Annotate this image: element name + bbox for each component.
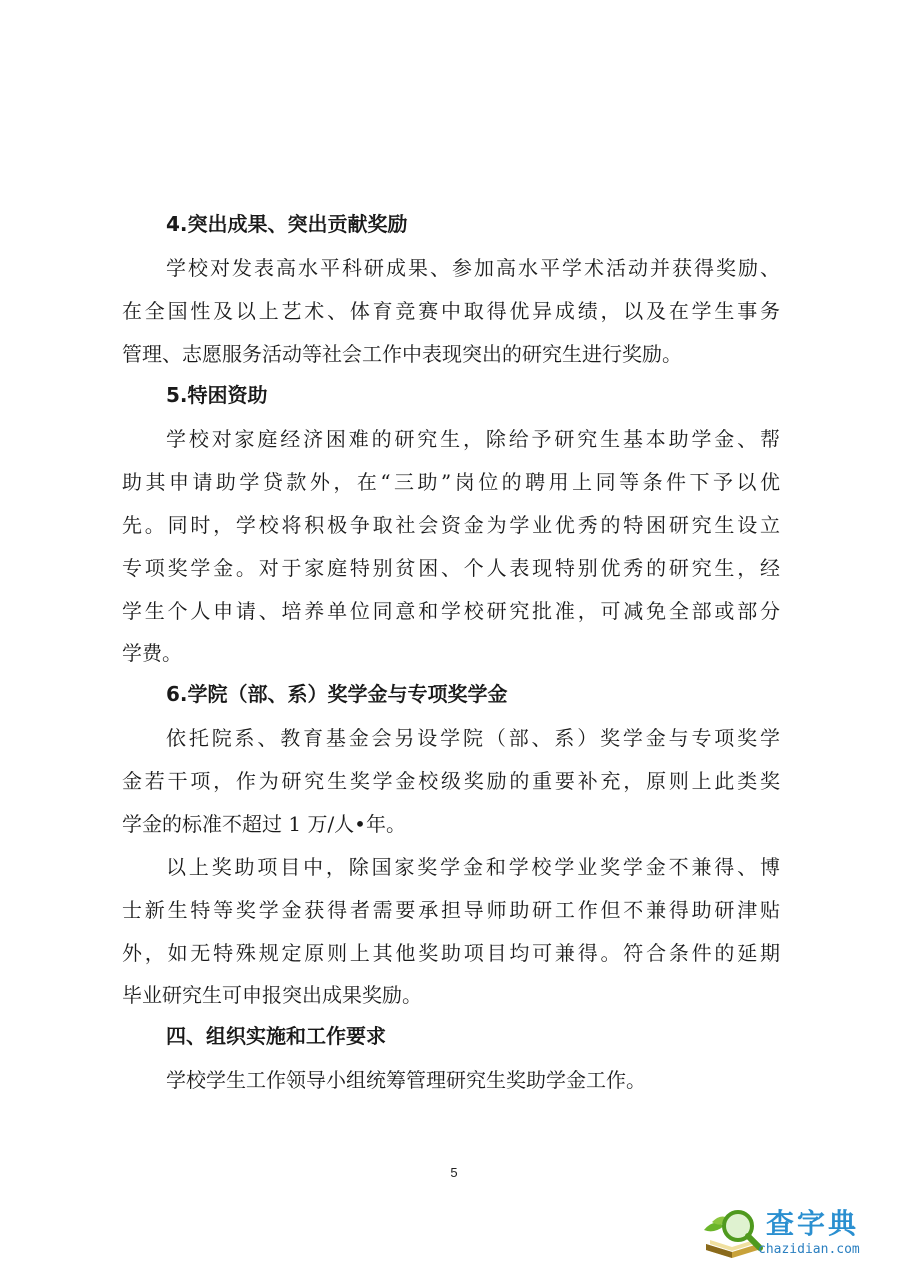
paragraph-line: 学校学生工作领导小组统筹管理研究生奖助学金工作。 [166, 1068, 646, 1092]
page-number: 5 [450, 1165, 458, 1180]
paragraph-line: 依托院系、教育基金会另设学院（部、系）奖学金与专项奖学 [166, 726, 780, 750]
paragraph-line: 学生个人申请、培养单位同意和学校研究批准，可减免全部或部分 [122, 599, 780, 623]
watermark-name: 查字典 [766, 1207, 860, 1240]
section-heading: 5.特困资助 [166, 383, 268, 407]
magnifier-book-icon [700, 1200, 770, 1268]
paragraph-line: 毕业研究生可申报突出成果奖励。 [122, 983, 422, 1007]
paragraph-line: 在全国性及以上艺术、体育竞赛中取得优异成绩，以及在学生事务 [122, 299, 780, 323]
paragraph-line: 士新生特等奖学金获得者需要承担导师助研工作但不兼得助研津贴 [122, 898, 780, 922]
paragraph-line: 助其申请助学贷款外，在“三助”岗位的聘用上同等条件下予以优 [122, 470, 780, 494]
paragraph-line: 先。同时，学校将积极争取社会资金为学业优秀的特困研究生设立 [122, 513, 780, 537]
paragraph-line: 管理、志愿服务活动等社会工作中表现突出的研究生进行奖励。 [122, 342, 682, 366]
section-heading: 4.突出成果、突出贡献奖励 [166, 212, 408, 236]
paragraph-line: 以上奖助项目中，除国家奖学金和学校学业奖学金不兼得、博 [166, 855, 780, 879]
paragraph-line: 专项奖学金。对于家庭特别贫困、个人表现特别优秀的研究生，经 [122, 556, 780, 580]
chazidian-watermark [700, 1200, 890, 1268]
section-heading: 四、组织实施和工作要求 [166, 1024, 386, 1048]
paragraph-line: 学费。 [122, 641, 182, 665]
watermark-domain: chazidian.com [758, 1242, 860, 1257]
section-heading: 6.学院（部、系）奖学金与专项奖学金 [166, 682, 508, 706]
paragraph-line: 学校对家庭经济困难的研究生，除给予研究生基本助学金、帮 [166, 427, 780, 451]
paragraph-line: 金若干项，作为研究生奖学金校级奖励的重要补充，原则上此类奖 [122, 769, 780, 793]
paragraph-line: 学校对发表高水平科研成果、参加高水平学术活动并获得奖励、 [166, 256, 780, 280]
paragraph-line: 学金的标准不超过 1 万/人•年。 [122, 812, 406, 836]
paragraph-line: 外，如无特殊规定原则上其他奖助项目均可兼得。符合条件的延期 [122, 941, 780, 965]
